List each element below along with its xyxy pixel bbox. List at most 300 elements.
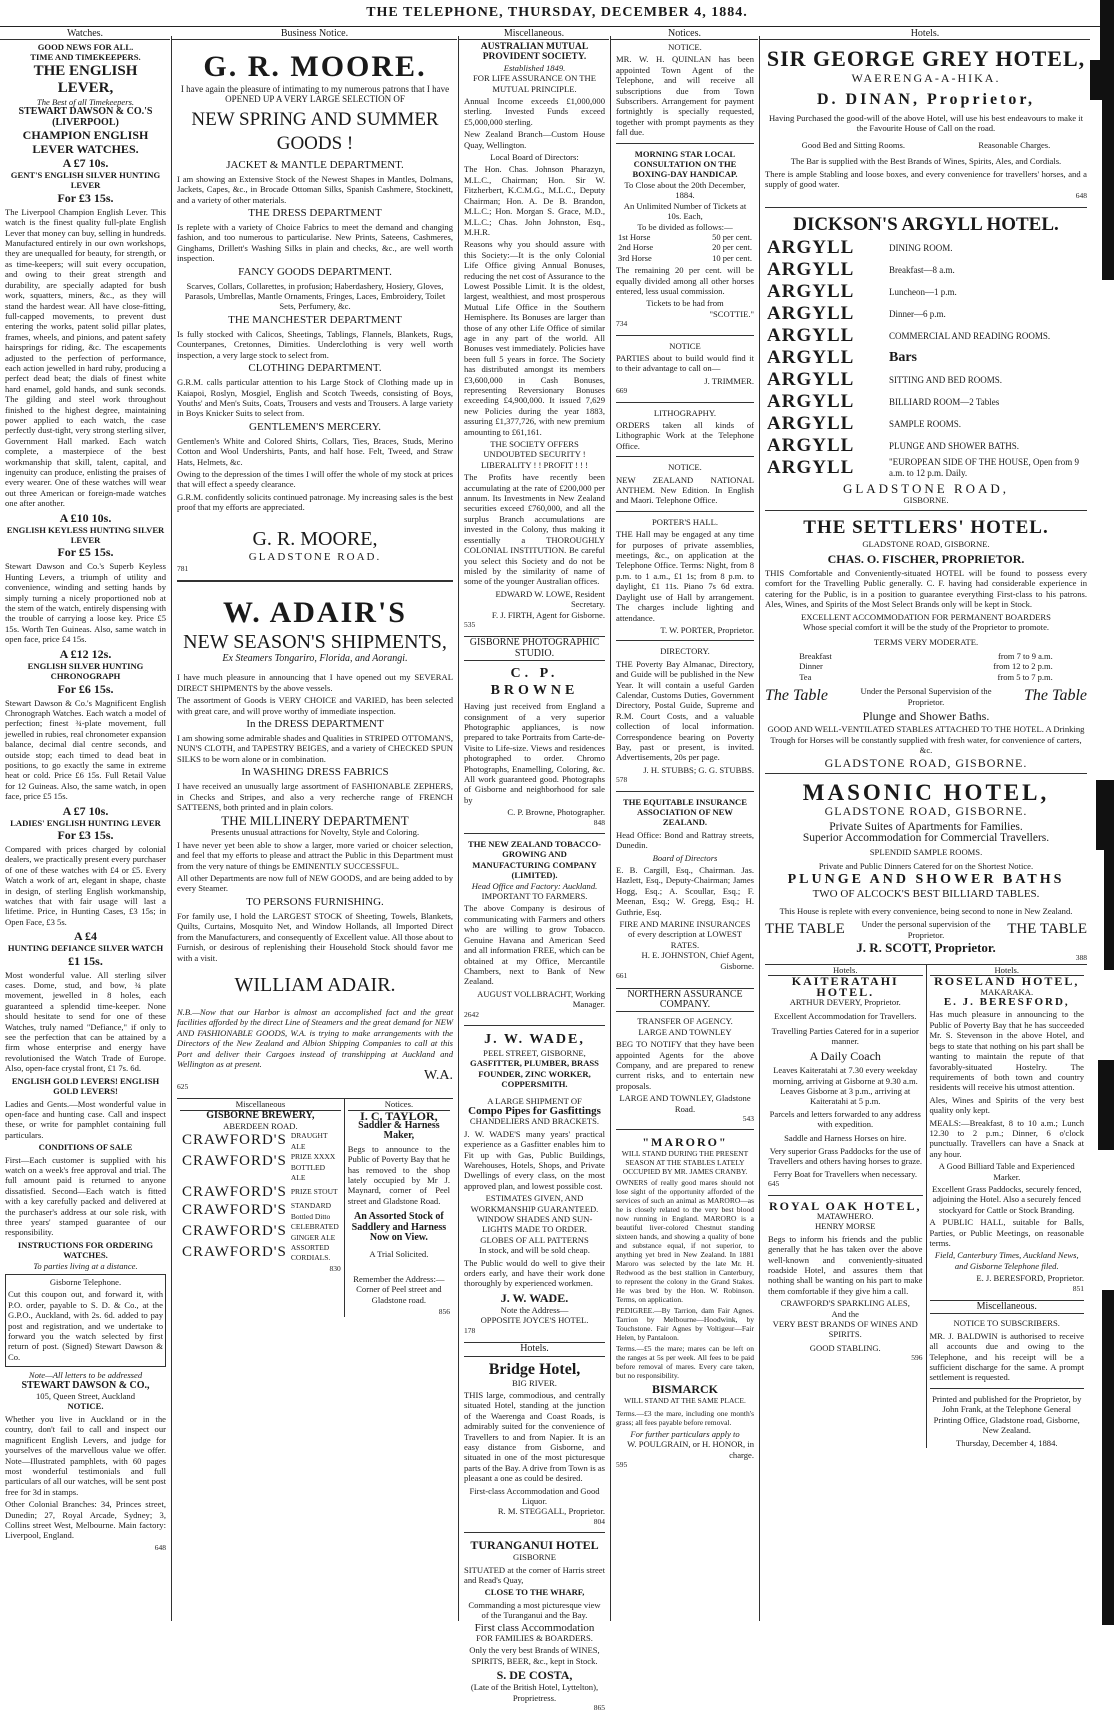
wines: Only the very best Brands of WINES, SPIRITS, BEER, &c., kept in Stock. — [469, 1645, 600, 1666]
divider — [765, 207, 1087, 208]
ad-ref: 851 — [1072, 1283, 1084, 1293]
tobacco-body: The above Company is desirous of communicating with Farmers and others who are willing to grow Tobacco. Genuine Havana and American Seed and all information FREE, which can be obtained at my Office, Mercantile Chambers, next to Bank of New Zealand. — [464, 903, 605, 987]
sample-rooms: SPLENDID SAMPLE ROOMS. — [869, 847, 983, 858]
notice-heading: NOTICE. — [67, 1401, 104, 1412]
torn-edge — [1102, 1290, 1114, 1625]
section-heading: Notices. — [348, 1099, 450, 1110]
secretary: EDWARD W. LOWE, Resident Secretary. — [495, 588, 605, 610]
bismarck: BISMARCK — [651, 1382, 718, 1397]
watch-name: GENT'S ENGLISH SILVER HUNTING LEVER — [10, 170, 161, 191]
argyll-address: GLADSTONE ROAD, — [842, 480, 1010, 496]
northern-assurance: NORTHERN ASSURANCE COMPANY. — [616, 988, 754, 1013]
oak-body: Begs to inform his friends and the public generally that he has taken over the above well-known and conveniently-situated roadside Hotel, and assures them that nothing shall be wanting on his part to make them comfortable if they give him a call. — [768, 1233, 923, 1296]
coupon-text: Cut this coupon out, and forward it, with P.O. order, payable to S. D. & Co., at the G.P.O., Auckland, with 2s. 6d. added to pay post and registration, and we undertake to forward you the watch selected by first return of post. (Signed) Stewart Dawson & Co. — [8, 1289, 163, 1362]
section-heading: Miscellaneous. — [930, 1300, 1085, 1314]
watch-name: ENGLISH SILVER HUNTING CHRONOGRAPH — [27, 660, 144, 682]
header-hotels: Hotels. — [760, 28, 1090, 40]
ad-ref: 388 — [1075, 953, 1087, 963]
column-hotels — [760, 36, 1092, 1621]
farmers: IMPORTANT TO FARMERS. — [481, 891, 588, 902]
stables: GOOD AND WELL-VENTILATED STABLES ATTACHED TO THE HOTEL. A Drinking Trough for Horses will be constantly supplied with fresh water, for convenience of carters, &c. — [767, 724, 1085, 756]
grey-hotel: SIR GEORGE GREY HOTEL, — [766, 46, 1086, 71]
note: Note—All letters to be addressed — [28, 1370, 143, 1381]
excellent-accommodation: EXCELLENT ACCOMMODATION FOR PERMANENT BOARDERS — [801, 611, 1051, 622]
tobacco-title: THE NEW ZEALAND TOBACCO-GROWING AND MANUFACTURING COMPANY (LIMITED). — [468, 839, 601, 881]
address: 105, Queen Street, Auckland — [35, 1391, 136, 1402]
branches: Other Colonial Branches: 34, Princes street, Dunedin; 27, Royal Arcade, Sydney; 3, Collins street West, Melbourne. Main factory: Liverpool, England. — [5, 1499, 166, 1541]
dept-heading: In WASHING DRESS FABRICS — [241, 766, 389, 779]
column-notices — [611, 36, 759, 1621]
gold-levers-body: Ladies and Gents.—Most wonderful value in open-face and hunting case. Call and inspect these, or write for pamphlet containing full particulars. — [5, 1098, 166, 1140]
ad-ref: 856 — [438, 1307, 450, 1317]
notice-heading: NOTICE. — [668, 462, 702, 473]
shipment: A LARGE SHIPMENT OF — [487, 1095, 582, 1106]
steggall: R. M. STEGGALL, Proprietor. — [497, 1506, 605, 1517]
table-row: Dinner from 12 to 2 p.m. — [799, 661, 1053, 672]
new-goods: NEW SPRING AND SUMMER GOODS ! — [191, 108, 439, 154]
bridge-body: THIS large, commodious, and centrally situated Hotel, standing at the junction of the Waerenga and Coast Roads, is admirably suited for the convenience of Travellers to and from Napier. It is an easy distance from Gisborne, and situated in one of the most picturesque parts of the Bay. A drive from Town is as pleasant a one as could be desired. — [464, 1389, 605, 1484]
fire-marine: FIRE AND MARINE INSURANCES of every description at LOWEST RATES. — [619, 919, 751, 950]
sale-price: £1 15s. — [68, 953, 103, 968]
close-date: To Close about the 20th December, 1884. — [624, 179, 746, 201]
dept-body: I am showing some admirable shades and Qualities in STRIPED OTTOMAN'S, NUN'S CLOTH, and TAPESTRY BEIGES, and a variety of CHECKED SPUN SILKS to be worn alone or in combination. — [177, 733, 453, 764]
masthead-title: THE TELEPHONE, THURSDAY, DECEMBER 4, 1884. — [366, 5, 748, 20]
tickets: An Unlimited Number of Tickets at 10s. Each, — [623, 200, 747, 222]
dinners: Private and Public Dinners Catered for on the Shortest Notice. — [818, 860, 1034, 871]
dept-heading: JACKET & MANTLE DEPARTMENT. — [226, 158, 404, 171]
roseland-meals: MEALS:—Breakfast, 8 to 10 a.m.; Lunch 12.30 to 2 p.m.; Dinner, 6 o'clock punctually. Travellers can have a Snack at any hour. — [929, 1117, 1084, 1159]
sale-price: For £3 15s. — [57, 190, 114, 205]
shipments: NEW SEASON'S SHIPMENTS, — [183, 630, 447, 653]
torn-edge — [1090, 60, 1114, 100]
scott: J. R. SCOTT, Proprietor. — [856, 940, 996, 956]
argyll-list — [765, 237, 1087, 479]
porters-body: THE Hall may be engaged at any time for purposes of private assemblies, meetings, &c., on application at the Telephone Office. Terms: Night, from 8 p.m. to 1 a.m., £1 1s; from 8 p.m. to daylight, £1 11s. Piano 7s 6d extra. Daylight use of Hall by arrangement. The charges include lighting and attendance. — [616, 529, 754, 623]
bismarck-sub: WILL STAND AT THE SAME PLACE. — [624, 1396, 746, 1406]
table-row: 3rd Horse 10 per cent. — [618, 252, 752, 263]
poulgrain: W. POULGRAIN, or H. HONOR, in charge. — [627, 1439, 754, 1460]
best-of-all: The Best of all Timekeepers. — [36, 96, 135, 107]
papers-filed: Field, Canterbury Times, Auckland News, and Gisborne Telephone filed. — [934, 1250, 1079, 1271]
opposite-joyces: OPPOSITE JOYCE'S HOTEL. — [480, 1315, 589, 1326]
directors-heading: Local Board of Directors: — [490, 152, 579, 163]
divider — [765, 773, 1087, 774]
bridge-hotel: Bridge Hotel, — [488, 1360, 581, 1378]
transfer-agency: TRANSFER OF AGENCY. — [637, 1016, 733, 1027]
price: A £10 10s. — [59, 510, 112, 525]
taylor-name: I. C. TAYLOR, — [360, 1108, 438, 1123]
billiard: A Good Billiard Table and Experienced Marker. — [938, 1161, 1075, 1182]
and-the: And the — [831, 1308, 859, 1319]
dept-body: Presents unusual attractions for Novelty, Style and Coloring. — [210, 827, 420, 838]
section-heading: Miscellaneous — [180, 1099, 341, 1110]
plunge-baths: PLUNGE AND SHOWER BATHS — [787, 872, 1065, 887]
porters-hall: PORTER'S HALL. — [652, 516, 718, 527]
shades: WINDOW SHADES AND SUN-LIGHTS MADE TO ORDER. — [476, 1214, 593, 1235]
beresford: E. J. BERESFORD, — [943, 996, 1070, 1009]
kaiteratahi-hotel: KAITERATAHI HOTEL. — [791, 974, 899, 999]
maroro-terms: Terms.—£5 the mare; mares can be left on the ranges at 5s per week. All fees to be paid before removal of mares. Every care taken, but no responsibility. — [616, 1344, 754, 1381]
daily-coach: A Daily Coach — [809, 1048, 881, 1063]
in-stock: In stock, and will be sold cheap. — [479, 1245, 590, 1256]
chandeliers: CHANDELIERS AND BRACKETS. — [469, 1116, 600, 1127]
equitable-office: Head Office: Bond and Rattray streets, Dunedin. — [616, 829, 754, 851]
ad-ref: 535 — [464, 619, 476, 629]
browne-signature: C. P. Browne, Photographer. — [507, 807, 605, 818]
public-hall: A PUBLIC HALL, suitable for Balls, Parties, or Public Meetings, on reasonable terms. — [929, 1217, 1084, 1248]
ad-ref: 595 — [616, 1460, 628, 1469]
dept-body: I have received an unusually large assortment of FASHIONABLE ZEPHERS, in Checks and Stripes, and also a very recherche range of FRENCH SATTEENS, both printed and in plain colors. — [177, 781, 453, 813]
dept-heading: In the DRESS DEPARTMENT — [246, 718, 384, 730]
torn-edge — [1102, 100, 1114, 280]
masonic-address: GLADSTONE ROAD, GISBORNE. — [824, 803, 1028, 818]
list-item: CRAWFORD'S PRIZE XXXX BOTTLED ALE — [182, 1152, 336, 1182]
price: A £7 10s. — [62, 156, 109, 171]
amp-title: AUSTRALIAN MUTUAL PROVIDENT SOCIETY. — [480, 42, 589, 63]
header-misc: Miscellaneous. — [459, 28, 609, 40]
dept-heading: THE MANCHESTER DEPARTMENT — [228, 313, 402, 326]
price: A £4 — [73, 929, 97, 944]
list-item: CRAWFORD'S DRAUGHT ALE — [182, 1131, 328, 1151]
table-row: Tea from 5 to 7 p.m. — [799, 671, 1053, 682]
parcels: Parcels and letters forwarded to any address with expedition. — [769, 1108, 921, 1130]
divider — [464, 833, 605, 834]
kaiteratahi-ad — [765, 965, 926, 1448]
column-watches — [0, 36, 171, 1621]
dept-heading: GENTLEMEN'S MERCERY. — [249, 420, 381, 433]
price: A £7 10s. — [62, 803, 109, 818]
dept-body: G.R.M. calls particular attention to his Large Stock of Clothing made up in Kaiapoi, Roslyn, Mosgiel, English and Scotch Tweeds, consisting of Boys, Youths' and Men's Suits, Coats, Trousers and vests and Trousers. A large variety in Boys Knicker Suits to select from. — [177, 377, 453, 419]
directory-body: THE Poverty Bay Almanac, Directory, and Guide will be published in the New Year. It will contain a useful Garden Calendar, Customs Duties, Government Directory, Postal Guide, Supreme and R.M. Court Costs, and a valuable collection of local information. Correspondence bearing on Poverty Bay, past or present, is invited. Advertisements, 20s per page. — [616, 658, 754, 763]
list-item: ARGYLL SAMPLE ROOMS. — [767, 412, 962, 434]
morning-star: MORNING STAR LOCAL CONSULTATION ON THE BOXING-DAY HANDICAP. — [632, 148, 738, 180]
adair-signature: WILLIAM ADAIR. — [234, 973, 396, 996]
fischer: CHAS. O. FISCHER, PROPRIETOR. — [827, 551, 1025, 566]
watch-description: The Liverpool Champion English Lever. This watch is the finest quality full-plate English Lever that money can buy, selling in hundreds. Manufactured entirely in our own workshops, they are unequalled for beauty, for strength, or as time-keepers; will suit every occupation, and owing to their great strength and durability, are specially adapted for bush work, squatters, miners, &c., as they will stand the hardest wear. All have close-fitting, full-capped movements, to prevent dust entering the works, patent solid pillar plates, frames, wheels, and pinions, and patent safety hairsprings for riding, &c. The escapements adjusted to the perfection of performance, each action jewelled in hard ruby, producing a perfect dead beat; the dials of finest white hard enamel, gold hands, and sunk seconds. The gilding and steel work throughout finished to the highest degree, maintaining power applied to each watch, the case perfectly dust-tight, very strong sterling silver, Government Hall marked. Each watch complete, a masterpiece of the best workmanship that skill, talent, capital, and ingenuity can produce, enlisting the praises of every wearer. One of these watches will wear out three American or foreign-made watches one after another. — [5, 206, 167, 509]
security: THE SOCIETY OFFERS UNDOUBTED SECURITY ! LIBERALITY ! ! PROFIT ! ! ! — [481, 439, 588, 470]
directory: DIRECTORY. — [660, 646, 710, 657]
list-item: CRAWFORD'S CELEBRATED GINGER ALE — [182, 1222, 339, 1242]
settlers-address: GLADSTONE ROAD, GISBORNE. — [862, 539, 990, 550]
paddocks: Very superior Grass Paddocks for the use of Travellers and others having horses to graze. — [768, 1145, 923, 1167]
trimmer-notice: PARTIES about to build would find it to their advantage to call on— — [616, 352, 754, 374]
column-misc — [459, 36, 610, 1713]
watch-name: ENGLISH KEYLESS HUNTING SILVER LEVER — [6, 524, 165, 546]
private-suites: Private Suites of Apartments for Families. — [829, 821, 1023, 834]
compo-pipes: Compo Pipes for Gasfittings — [468, 1104, 601, 1117]
notice-heading: NOTICE — [669, 340, 701, 351]
time-keepers: TIME AND TIMEKEEPERS. — [30, 52, 141, 63]
grey-location: WAERENGA-A-HIKA. — [851, 71, 1001, 85]
moore-intro: I have again the pleasure of intimating to my numerous patrons that I have OPENED UP A VERY LARGE SELECTION OF — [180, 84, 450, 105]
address-name: STEWART DAWSON & CO., — [21, 1379, 150, 1391]
maroro-sub: WILL STAND DURING THE PRESENT SEASON AT THE STABLES LATELY OCCUPIED BY MR. JAMES CRANBY. — [621, 1149, 749, 1177]
conditions-body: First—Each customer is supplied with his watch on a week's free approval and trial. The full amount paid is returned to anyone dissatisfied. Second—Each watch is fitted with a key carefully packed and delivered at the purchaser's address at our sole risk, with three years' stamped guarantee of our responsibility. — [5, 1154, 166, 1238]
divider — [464, 1025, 605, 1026]
list-item: ARGYLL Dinner—6 p.m. — [767, 302, 946, 324]
dept-body: Scarves, Collars, Collarettes, in profusion; Haberdashery, Hosiery, Gloves, Parasols, Umbrellas, Mantle Ornaments, Fringes, Laces, Embroidery, Toilet Sets, Perfumery, &c. — [184, 280, 446, 312]
never-notice: I have never yet been able to show a larger, more varied or choicer selection, and feel that my efforts to please and attract the Public in this Department must from the very nature of things be EMINENTLY SUCCESSFUL. — [177, 839, 453, 871]
turanganui-body: SITUATED at the corner of Harris street and Read's Quay, — [464, 1564, 605, 1585]
beresford-signature: E. J. BERESFORD, Proprietor. — [976, 1273, 1084, 1284]
brewery-ad — [177, 1099, 344, 1317]
ad-ref: 830 — [329, 1263, 341, 1273]
turanganui-hotel: TURANGANUI HOTEL — [470, 1538, 599, 1553]
quinlan-notice: MR. W. H. QUINLAN has been appointed Town Agent of the Telephone, and will receive all subscriptions due from Town Subscribers. Arrangement for payment fortnightly is specially requested, together with prompt payments as they fall due. — [616, 54, 754, 138]
income: Annual Income exceeds £1,000,000 sterling. Invested Funds exceed £5,000,000 sterling. — [464, 96, 605, 127]
established: Established 1849. — [503, 62, 566, 73]
terms: TERMS VERY MODERATE. — [873, 636, 979, 647]
scottie: "SCOTTIE." — [709, 308, 754, 319]
instructions-heading: INSTRUCTIONS FOR ORDERING WATCHES. — [17, 1239, 154, 1261]
table-row: Breakfast from 7 to 9 a.m. — [799, 650, 1053, 661]
divider — [616, 335, 754, 336]
solicit: G.R.M. confidently solicits continued patronage. My increasing sales is the best proof that my efforts are appreciated. — [177, 491, 453, 513]
wade-body: J. W. WADE'S many years' practical experience as a Gasfitter enables him to Fit up with Gas, Public Buildings, Warehouses, Hotels, Shops, and Private Dwellings of every class, on the most approved plan, and lowest possible cost. — [464, 1128, 605, 1191]
superior-accommodation: Superior Accommodation for Commercial Travellers. — [802, 831, 1050, 844]
sale-price: For £3 15s. — [57, 827, 114, 842]
bottom-split — [177, 1098, 453, 1317]
de-costa-late: (Late of the British Hotel, Lyttelton), Proprietress. — [470, 1682, 599, 1703]
roseland-hotel: ROSELAND HOTEL, — [934, 974, 1080, 989]
watch-description: Stewart Dawson and Co.'s Superb Keyless Hunting Levers, a triumph of utility and convenience, winding and setting hands by simply turning a nicely proportioned nob at the stem of the watch, entirely dispensing with the trouble of carrying a loose key. Price £5 15s. Worth Ten Guineas. Also, same watch in open face, price £4 15s. — [5, 561, 166, 645]
sale-price: For £5 15s. — [57, 545, 114, 560]
notice-heading: NOTICE. — [668, 42, 702, 52]
depression-notice: Owing to the depression of the times I will offer the whole of my stock at prices that will effect a speedy clearance. — [177, 468, 453, 490]
taylor-address: Remember the Address:—Corner of Peel street and Gladstone road. — [353, 1273, 445, 1305]
divided: To be divided as follows:— — [637, 221, 733, 232]
kaiteratahi-parties: Travelling Parties Catered for in a superior manner. — [771, 1025, 919, 1047]
matawhero: MATAWHERO. — [816, 1210, 874, 1221]
good-news: GOOD NEWS FOR ALL. — [37, 42, 134, 52]
makaraka: MAKARAKA. — [980, 986, 1034, 997]
johnston: H. E. JOHNSTON, Chief Agent, Gisborne. — [641, 950, 754, 971]
torn-edge — [1096, 780, 1114, 850]
english-lever-title: THE ENGLISH LEVER, — [33, 62, 138, 96]
section-heading: Hotels. — [464, 1342, 605, 1356]
meal-times — [797, 651, 1055, 682]
section-heading: Hotels. — [768, 965, 923, 976]
moore-title: G. R. MOORE. — [203, 50, 427, 83]
settlers-body: THIS Comfortable and Conveniently-situated HOTEL will be found to possess every comfort for the Travelling Public generally. C. F. having had considerable experience in catering for the Public, is in a position to guarantee everything First-class to his patrons. Ales, Wines, and Spirits of the Most Select Brands only will be kept in Stock. — [765, 568, 1087, 610]
list-item: CRAWFORD'S PRIZE STOUT — [182, 1184, 338, 1201]
ad-ref: 625 — [177, 1081, 189, 1091]
ad-ref: 645 — [768, 1179, 780, 1189]
trimmer-signature: J. TRIMMER. — [704, 375, 754, 386]
photo-body: Having just received from England a consignment of a very superior Photographic appliances, is now prepared to take Portraits from Carte-de-Visite to Life-size. Views and residences photographed to order. Chromo Photographs, Enamelling, Coloring, &c. All work guaranteed good. Photographs of Gisborne and neighborhood for sale by — [464, 701, 605, 805]
bridge-accommodation: First-class Accommodation and Good Liquor. — [469, 1485, 600, 1506]
wade-address: PEEL STREET, GISBORNE, — [483, 1047, 586, 1058]
divider — [177, 580, 453, 582]
divider — [616, 402, 754, 403]
special-comfort: Whose special comfort it will be the study of the Proprietor to promote. — [802, 622, 1050, 633]
crawford-list — [180, 1131, 341, 1263]
ad-ref: 865 — [593, 1703, 605, 1713]
bismarck-info: For further particulars apply to — [630, 1428, 740, 1439]
list-item: ARGYLL Breakfast—8 a.m. — [767, 258, 955, 280]
directors: The Hon. Chas. Johnson Pharazyn, M.L.C., Chairman; Hon. Sir W. Fitzherbert, K.C.M.G., M.L.C., Deputy Chairman; Hon. A. De B. Brandon, M.L.C.; Hon. Morgan S. Grace, M.D., M.L.C.; Chas. John Johnston, Esq., M.H.R. — [464, 164, 605, 237]
moore-address: GLADSTONE ROAD. — [248, 550, 382, 563]
argyll-hotel: DICKSON'S ARGYLL HOTEL. — [793, 213, 1059, 235]
torn-edge — [1100, 0, 1114, 60]
ad-ref: 648 — [1075, 191, 1087, 201]
stubbs: J. H. STUBBS; G. G. STUBBS. — [643, 764, 754, 775]
torn-edge — [1104, 850, 1114, 970]
dept-heading: FANCY GOODS DEPARTMENT. — [238, 265, 392, 278]
masonic-hotel: MASONIC HOTEL, — [802, 779, 1050, 805]
ad-ref: 178 — [464, 1325, 476, 1335]
ad-ref: 781 — [177, 563, 189, 573]
dinan: D. DINAN, Proprietor, — [816, 91, 1036, 108]
dept-body: I am showing an Extensive Stock of the Newest Shapes in Mantles, Dolmans, Jackets, Capes, &c., in Brocade Ottoman Silks, Spanish Cashmere, Stockinett, and a variety of other materials. — [177, 173, 453, 205]
board-heading: Board of Directors — [652, 852, 718, 863]
list-item: ARGYLL "EUROPEAN SIDE OF THE HOUSE, Open from 9 a.m. to 12 p.m. Daily. — [767, 456, 1080, 478]
taylor-trade: Saddler & Harness Maker, — [358, 1119, 440, 1142]
ad-ref: 848 — [593, 817, 605, 827]
branch: New Zealand Branch—Custom House Quay, Wellington. — [464, 129, 605, 150]
dinan-body: Having Purchased the good-will of the above Hotel, will use his best endeavours to make it the Favourite House of Call on the road. — [768, 113, 1084, 134]
dept-body: For family use, I hold the LARGEST STOCK of Sheeting, Towels, Blankets, Quilts, Curtains, Mosquito Net, and Window Hollands, all Imported Direct from the Manufacturers, and consequently of Excellent value. All those about to Furnish, or desirous of replenishing their Household Stock should favor me with a visit. — [177, 910, 453, 963]
agent: F. J. FIRTH, Agent for Gisborne. — [491, 609, 605, 620]
divider — [616, 511, 754, 512]
ferry-boat: Ferry Boat for Travellers when necessary. — [773, 1168, 918, 1179]
prize-table — [616, 232, 754, 263]
devery: ARTHUR DEVERY, Proprietor. — [789, 997, 901, 1008]
tobacco-office: Head Office and Factory: Auckland. — [471, 880, 598, 891]
list-item: ARGYLL SITTING AND BED ROOMS. — [767, 368, 1003, 390]
stabling: There is ample Stabling and loose boxes, and every convenience for travellers' horses, and a supply of good water. — [765, 168, 1087, 190]
large-townley-signature: LARGE AND TOWNLEY, Gladstone Road. — [619, 1093, 751, 1114]
torn-edge — [1098, 1060, 1114, 1150]
watch-description: Stewart Dawson & Co.'s Magnificent English Chronograph Watches. Each watch a model of perfection; finest ¾-plate movement, full jewelled in rubies, real chronometer expansion balance, decimal dial centre seconds, and outside stop; each timed to dead beat in positions, to go exactly the same in extreme heat or cold. Price £6 15s. Full Retail Value for 12 Guineas. Also, the same watch, in open face, price £5 15s. — [5, 697, 166, 802]
remaining: The remaining 20 per cent. will be equally divided among all other horses entered, less usual commission. — [616, 265, 754, 296]
list-item: CRAWFORD'S STANDARD Bottled Ditto — [182, 1201, 332, 1221]
large-townley-body: BEG TO NOTIFY that they have been appointed Agents for the above Company, and are prepared to renew current risks, and to entertain new proposals. — [616, 1039, 754, 1091]
good-stabling: GOOD STABLING. — [809, 1342, 881, 1353]
divider — [616, 1129, 754, 1130]
settlers-hotel: THE SETTLERS' HOTEL. — [803, 517, 1049, 539]
plunge-baths: Plunge and Shower Baths. — [862, 708, 990, 723]
manager: AUGUST VOLLBRACHT, Working Manager. — [477, 988, 605, 1010]
stewart-dawson: STEWART DAWSON & CO.'S (LIVERPOOL) — [18, 106, 153, 128]
dept-heading: THE MILLINERY DEPARTMENT — [221, 813, 409, 829]
henry-morse: HENRY MORSE — [814, 1221, 876, 1232]
globes: GLOBES OF ALL PATTERNS — [480, 1234, 589, 1245]
gold-levers: ENGLISH GOLD LEVERS! ENGLISH GOLD LEVERS! — [11, 1075, 160, 1097]
header-watches: Watches. — [0, 28, 170, 40]
ad-ref: 734 — [616, 319, 628, 329]
bar-supplied: The Bar is supplied with the Best Brands of Wines, Spirits, Ales, and Cordials. — [790, 156, 1062, 167]
conditions-heading: CONDITIONS OF SALE — [38, 1142, 133, 1153]
wa-initials: W.A. — [423, 1068, 453, 1084]
divider — [616, 640, 754, 641]
sale-price: For £6 15s. — [57, 681, 114, 696]
profits: The Profits have recently been accumulating at the rate of £200,000 per annum. Its Investments in New Zealand securities exceed £760,000, and all the surplus Branch accumulations are invested in the Colony, thus making it essentially a THOROUGHLY COLONIAL INSTITUTION. Be careful you select this Society and do not be misled by the similarity of name of some of the younger Australian offices. — [464, 472, 605, 587]
list-item: ARGYLL PLUNGE AND SHOWER BATHS. — [767, 434, 1020, 456]
notice-body: Whether you live in Auckland or in the country, don't fail to call and inspect our magnificent English Levers, and judge for yourselves of the marvellous value we offer. Note—Illustrated pamphlets, with 60 pages most wonderful testimonials and full particulars of all our watches, will be sent post free for 3d in stamps. — [5, 1413, 166, 1497]
baldwin-notice: MR. J. BALDWIN is authorised to receive all accounts due and owing to the Telephone, and his receipt will be a sufficient discharge for the same. A prompt settlement is requested. — [929, 1330, 1084, 1383]
grass-paddocks: Excellent Grass Paddocks, securely fenced, adjoining the Hotel. Also a securely fenced stockyard for Cattle or Stock Branding. — [932, 1183, 1082, 1215]
porter-signature: T. W. PORTER, Proprietor. — [660, 624, 754, 635]
board-body: E. B. Cargill, Esq., Chairman. Jas. Hazlett, Esq., Deputy-Chairman; James Hogg, Esq.; A. Scoullar, Esq.; F. Meenan, Esq.; W. Gregg, Esq.; H. Guthrie, Esq. — [616, 865, 754, 917]
header-notices: Notices. — [611, 28, 758, 40]
de-costa: S. DE COSTA, — [496, 1668, 573, 1683]
list-item: ARGYLL COMMERCIAL AND READING ROOMS. — [767, 324, 1051, 346]
adair-intro: I have much pleasure in announcing that I have opened out my SEVERAL DIRECT SHIPMENTS by the above vessels. — [177, 672, 453, 693]
maroro-body: OWNERS of really good mares should not lose sight of the opportunity afforded of the services of such an animal as MARORO—as he is closely related to the very best blood now running in England. MARORO is a beautiful liver-colored Chestnut standing sixteen hands, and showing a quality of bone and substance equal, if not superior, to anything yet bred in New Zealand. In 1881 Maroro was selected by the late Mr. H. Redwood as the best stallion in Canterbury, to represent the colony in the Grand Stakes. He was bred by the Hon. W. Robinson. Terms, on application. — [616, 1178, 754, 1305]
royal-oak-hotel: ROYAL OAK HOTEL, — [768, 1198, 922, 1213]
price: A £12 12s. — [59, 646, 112, 661]
divider — [616, 456, 754, 457]
adair-title: W. ADAIR'S — [223, 595, 407, 629]
list-item: CRAWFORD'S ASSORTED CORDIALS. — [182, 1243, 331, 1263]
pedigree: PEDIGREE.—By Tarrion, dam Fair Agnes. Tarrion by Melbourne—Hoodwink, by Touchstone. Fair Agnes by Voltigeur—Fair Helen, by Pantaloon. — [616, 1306, 754, 1343]
watch-description: Most wonderful value. All sterling silver cases. Dome, stud, and bow, ¾ plate movement, jewelled in 8 holes, each guaranteed a splendid time-keeper. None should hesitate to send for one of these Watches, truly named "Defiance," if only to see the perfection that can be attained by a firm whose enterprise and energy have revolutionised the Watch Trade of Europe. Also, open-face crystal front, £1 7s. 6d. — [5, 969, 166, 1074]
bismarck-terms: Terms.—£3 the mare, including one month's grass; all fees payable before removal. — [616, 1408, 754, 1427]
coach-body: Leaves Kaiteratahi at 7.30 every weekday morning, arriving at Gisborne at 9.30 a.m. Leaves Gisborne at 3 p.m., arriving at Kaiteratahi at 5 p.m. — [772, 1065, 918, 1107]
table-supervision: The Table Under the Personal Supervision of the Proprietor. The Table — [765, 686, 1087, 707]
litho-orders: ORDERS taken all kinds of Lithographic Work at the Telephone Office. — [616, 420, 754, 451]
argyll-town: GISBORNE. — [903, 494, 949, 505]
list-item: ARGYLL Luncheon—1 p.m. — [767, 280, 957, 302]
replete: This House is replete with every convenience, being second to none in New Zealand. — [779, 905, 1073, 916]
wade-name: J. W. WADE, — [484, 1031, 585, 1047]
maroro: "MARORO" — [642, 1135, 728, 1150]
table-supervision: THE TABLE Under the personal supervision of the Proprietor. THE TABLE — [765, 919, 1087, 940]
wade-call: The Public would do well to give their orders early, and have their work done thoroughly by experienced workmen. — [464, 1257, 605, 1289]
wade-signature: J. W. WADE. — [500, 1290, 569, 1305]
divider — [768, 1195, 923, 1196]
bridge-sub: BIG RIVER. — [512, 1377, 557, 1388]
table-row: 1st Horse 50 per cent. — [618, 231, 752, 242]
roseland-ales: Ales, Wines and Spirits of the very best quality only kept. — [929, 1094, 1084, 1116]
imprint: Printed and published for the Proprietor, by John Frank, at the Telephone General Printing Office, Gladstone road, Gisborne, New Zealand. — [932, 1393, 1082, 1436]
list-item: ARGYLL DINING ROOM. — [767, 236, 953, 258]
instructions-sub: To parties living at a distance. — [33, 1260, 138, 1271]
first-class: First class Accommodation — [474, 1621, 595, 1634]
close-to-wharf: CLOSE TO THE WHARF, — [484, 1587, 585, 1598]
assortment: The assortment of Goods is VERY CHOICE and VARIED, has been selected with great care, and will prove worthy of immediate inspection. — [177, 695, 453, 716]
list-item: ARGYLL Bars — [767, 346, 917, 368]
tickets-from: Tickets to be had from — [646, 298, 724, 309]
divider — [616, 791, 754, 792]
families: FOR FAMILIES & BOARDERS. — [476, 1633, 593, 1644]
masthead — [0, 0, 1114, 27]
roseland-body: Has much pleasure in announcing to the Public of Poverty Bay that he has succeeded Mr. S. Stevenson in the above Hotel, and begs to state that nothing on his part shall be wanting to maintain the repute of that favorably-situated Hostelry. The requirements of both town and country residents will receive his utmost attention. — [929, 1009, 1084, 1093]
crawford-ales: CRAWFORD'S SPARKLING ALES, — [780, 1298, 910, 1309]
trial-solicited: A Trial Solicited. — [369, 1249, 429, 1260]
hotels-split — [765, 964, 1087, 1448]
large-townley: LARGE AND TOWNLEY — [638, 1026, 732, 1037]
moore-signature: G. R. MOORE, — [252, 527, 378, 550]
other-depts: All other Departments are now full of NEW GOODS, and are being added to by every Steamer. — [177, 873, 453, 894]
ad-ref: 543 — [742, 1113, 754, 1123]
equitable: THE EQUITABLE INSURANCE ASSOCIATION OF NEW ZEALAND. — [622, 796, 747, 828]
coupon-box[interactable] — [5, 1274, 166, 1367]
lithography: LITHOGRAPHY. — [653, 407, 717, 418]
gisborne: GISBORNE — [513, 1552, 556, 1563]
watch-description: Compared with prices charged by colonial dealers, we practically present every purchaser of one of these watches with £4 or £5. Every Watch a work of art, elegant in shape, chaste in design, of sterling English workmanship, watches that with fair usage will last a lifetime. Price, in Hunting Cases, £3 15s; in Open Face, £3 5s. — [5, 843, 166, 927]
subscribers-notice: NOTICE TO SUBSCRIBERS. — [953, 1318, 1060, 1329]
nb-notice: N.B.—Now that our Harbor is almost an accomplished fact and the great facilities afforded by the direct Line of Steamers and the great demand for NEW AND FASHIONABLE GOODS, W.A. is trying to make arrangements with the Directors of the New Zealand and Albion Shipping Companies to call at this Port and deliver their Cargoes instead of transhipping at Auckland and Wellington as at present. — [177, 1006, 453, 1069]
photo-heading: GISBORNE PHOTOGRAPHIC STUDIO. — [464, 636, 605, 661]
divider — [930, 1388, 1085, 1389]
imprint-date: Thursday, December 4, 1884. — [955, 1437, 1058, 1448]
column-business — [172, 36, 458, 1621]
steamers: Ex Steamers Tongariro, Florida, and Aorangi. — [222, 652, 408, 664]
taylor-stock: An Assorted Stock of Saddlery and Harness Now on View. — [351, 1211, 447, 1244]
coupon-heading: Gisborne Telephone. — [49, 1277, 122, 1287]
